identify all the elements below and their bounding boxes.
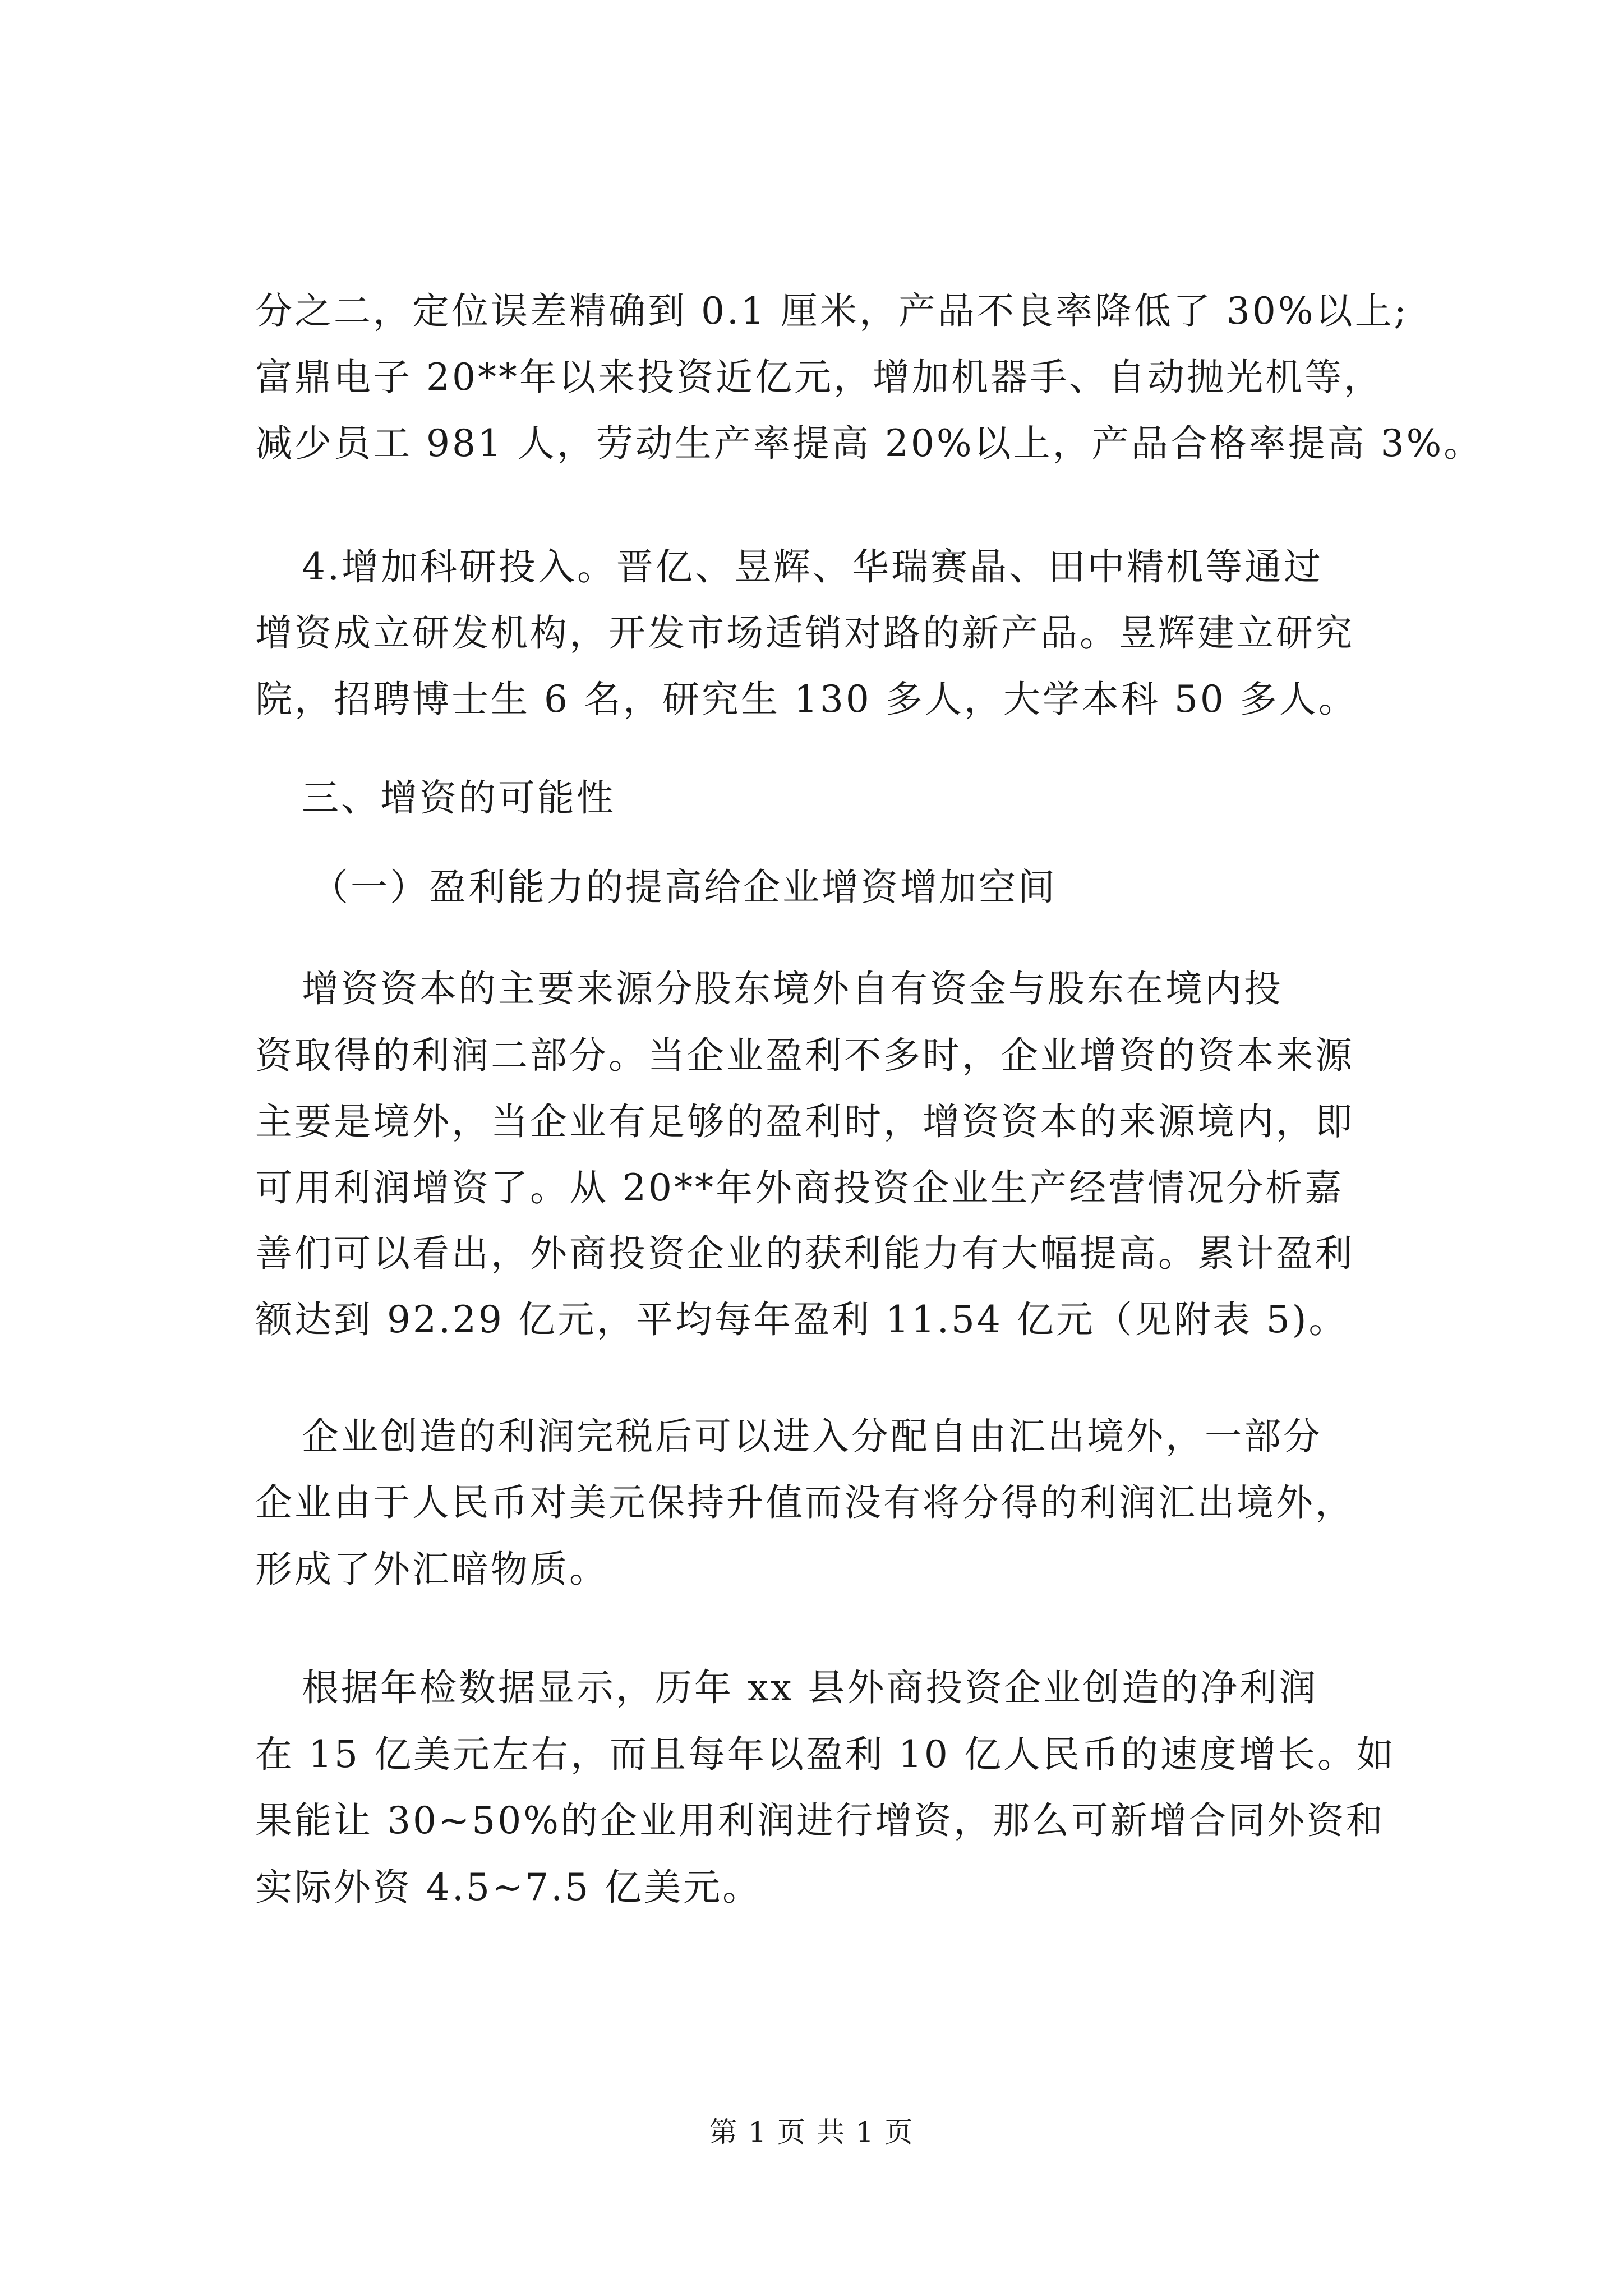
body-line: 资取得的利润二部分。当企业盈利不多时，企业增资的资本来源 (255, 1034, 1354, 1077)
body-line: 在 15 亿美元左右，而且每年以盈利 10 亿人民币的速度增长。如 (255, 1733, 1396, 1776)
body-line: 形成了外汇暗物质。 (255, 1548, 608, 1591)
body-line: 善们可以看出，外商投资企业的获利能力有大幅提高。累计盈利 (255, 1232, 1354, 1275)
body-line: 富鼎电子 20**年以来投资近亿元，增加机器手、自动抛光机等， (255, 356, 1383, 399)
body-line: 4.增加科研投入。晋亿、昱辉、华瑞赛晶、田中精机等通过 (302, 545, 1323, 588)
body-line: 主要是境外，当企业有足够的盈利时，增资资本的来源境内，即 (255, 1100, 1354, 1143)
body-line: 企业由于人民币对美元保持升值而没有将分得的利润汇出境外， (255, 1481, 1354, 1524)
body-line: 果能让 30~50%的企业用利润进行增资，那么可新增合同外资和 (255, 1799, 1385, 1842)
body-line: 额达到 92.29 亿元，平均每年盈利 11.54 亿元（见附表 5)。 (255, 1298, 1348, 1341)
page-footer: 第 1 页 共 1 页 (709, 2116, 914, 2148)
body-line: 减少员工 981 人，劳动生产率提高 20%以上，产品合格率提高 3%。 (255, 422, 1483, 465)
body-line: 院，招聘博士生 6 名，研究生 130 多人，大学本科 50 多人。 (255, 678, 1358, 721)
body-line: 根据年检数据显示，历年 xx 县外商投资企业创造的净利润 (302, 1666, 1318, 1709)
body-line: 分之二，定位误差精确到 0.1 厘米，产品不良率降低了 30%以上; (255, 289, 1409, 333)
body-line: 可用利润增资了。从 20**年外商投资企业生产经营情况分析嘉 (255, 1166, 1344, 1209)
body-line: 增资成立研发机构，开发市场适销对路的新产品。昱辉建立研究 (255, 611, 1354, 655)
subsection-heading: （一）盈利能力的提高给企业增资增加空间 (311, 866, 1057, 909)
body-line: 实际外资 4.5~7.5 亿美元。 (255, 1866, 762, 1909)
body-line: 企业创造的利润完税后可以进入分配自由汇出境外，一部分 (302, 1415, 1322, 1458)
section-heading: 三、增资的可能性 (302, 776, 616, 820)
body-line: 增资资本的主要来源分股东境外自有资金与股东在境内投 (302, 967, 1283, 1010)
